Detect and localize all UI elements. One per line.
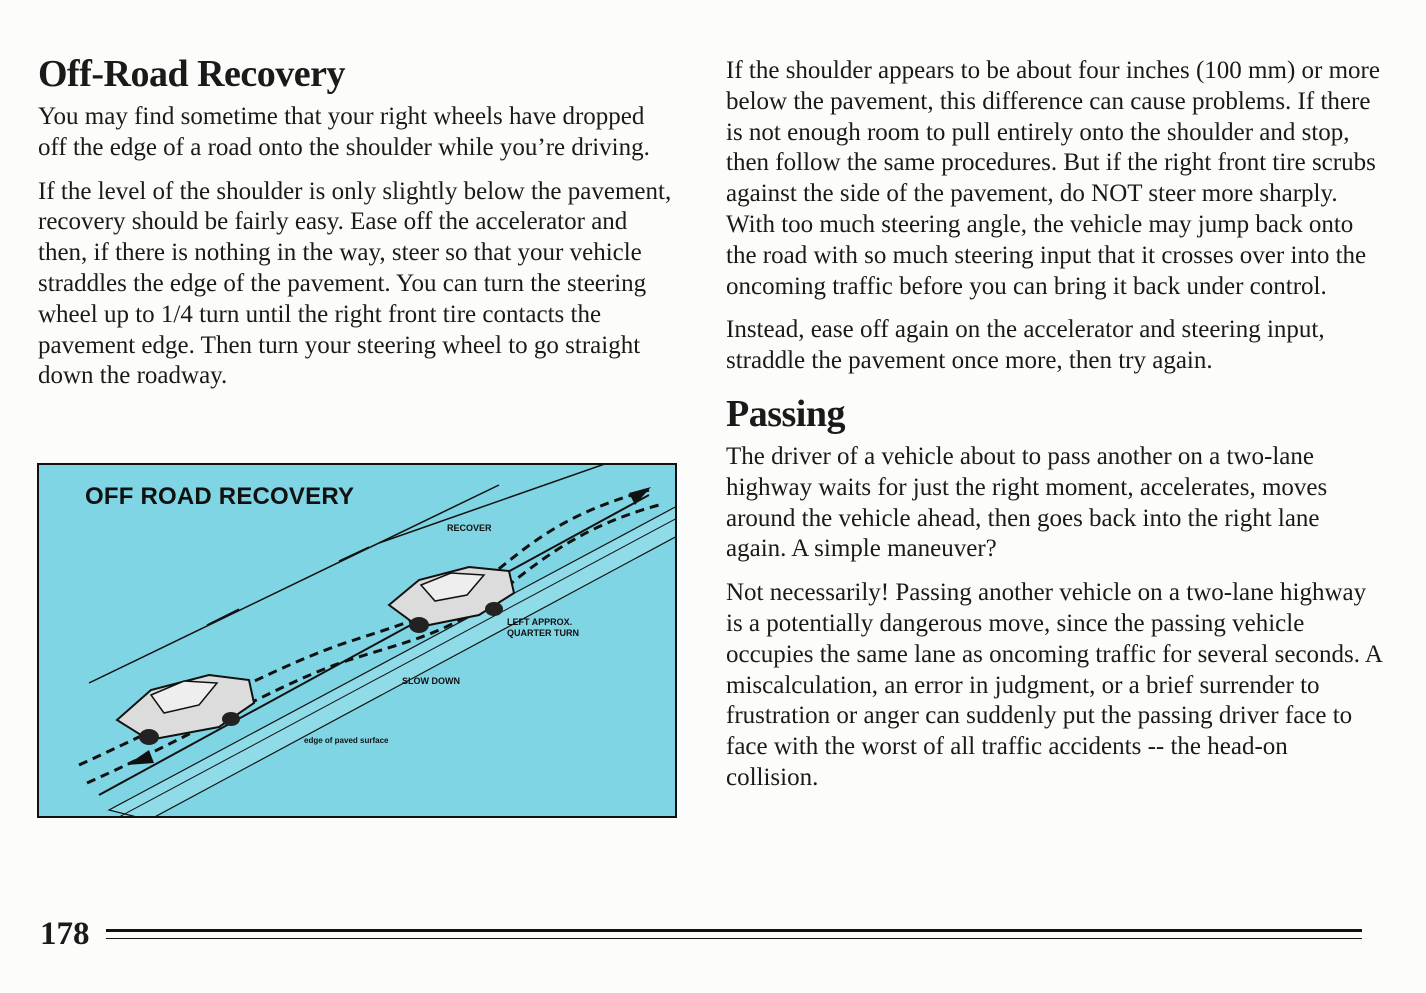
illustration-title: OFF ROAD RECOVERY (85, 483, 355, 510)
section-heading-passing: Passing (726, 392, 845, 435)
paragraph-recovery-steps: If the level of the shoulder is only slightly below the pavement, recovery should be fairly easy. Ease off the accelerator and then, if there is nothing in the way, steer so that your vehicle straddles the edge of the pavement. You can turn the steering wheel up to 1/4 turn until the right front tire contacts the pavement edge. Then turn your steering wheel to go straight down the roadway. (38, 177, 672, 390)
paragraph-intro: You may find sometime that your right wheels have dropped off the edge of a road onto the shoulder while you’re driving. (38, 103, 650, 161)
paragraph-instead: Instead, ease off again on the accelerator and steering input, straddle the pavement once more, then try again. (726, 316, 1325, 375)
section-heading-off-road-recovery: Off-Road Recovery (38, 53, 346, 95)
center-dash (207, 609, 239, 625)
paragraph-shoulder-drop: If the shoulder appears to be about four inches (100 mm) or more below the pavement, this difference can cause problems. If there is not enough room to pull entirely onto the shoulder and stop, then follow the same procedures. But if the right front tire scrubs against the side of the pavement, do NOT steer more sharply. With too much steering angle, the vehicle may jump back onto the road with so much steering input that it crosses over into the oncoming traffic before you can bring it back under control. (726, 57, 1380, 300)
label-slow-down: SLOW DOWN (402, 676, 460, 686)
pavement-edge-line (99, 495, 649, 795)
off-road-recovery-illustration (37, 463, 677, 818)
road-far-edge-2 (379, 465, 659, 543)
footer-rule-thin (106, 938, 1362, 939)
shoulder-surface (109, 505, 677, 818)
label-left-approx: LEFT APPROX. (507, 617, 573, 627)
right-column (726, 56, 1386, 807)
left-column (38, 50, 678, 405)
paragraph-passing-danger: Not necessarily! Passing another vehicle on a two-lane highway is a potentially dangerous move, since the passing vehicle occupies the same lane as oncoming traffic for several seconds. A miscalculation, an error in judgment, or a brief surrender to frustration or anger can suddenly put the passing driver face to face with the worst of all traffic accidents -- the head-on collision. (726, 579, 1382, 791)
arrow-head (127, 750, 154, 765)
page-number: 178 (40, 916, 90, 952)
footer-rule-thick (106, 929, 1362, 932)
label-edge-of-paved-surface: edge of paved surface (304, 736, 389, 745)
label-quarter-turn: QUARTER TURN (507, 628, 579, 638)
center-dash (339, 547, 369, 561)
road-diagram (39, 465, 677, 818)
paragraph-passing-intro: The driver of a vehicle about to pass another on a two-lane highway waits for just the right moment, accelerates, moves around the vehicle ahead, then goes back into the right lane again. A simple maneuver? (726, 442, 1328, 563)
label-recover: RECOVER (447, 523, 492, 533)
